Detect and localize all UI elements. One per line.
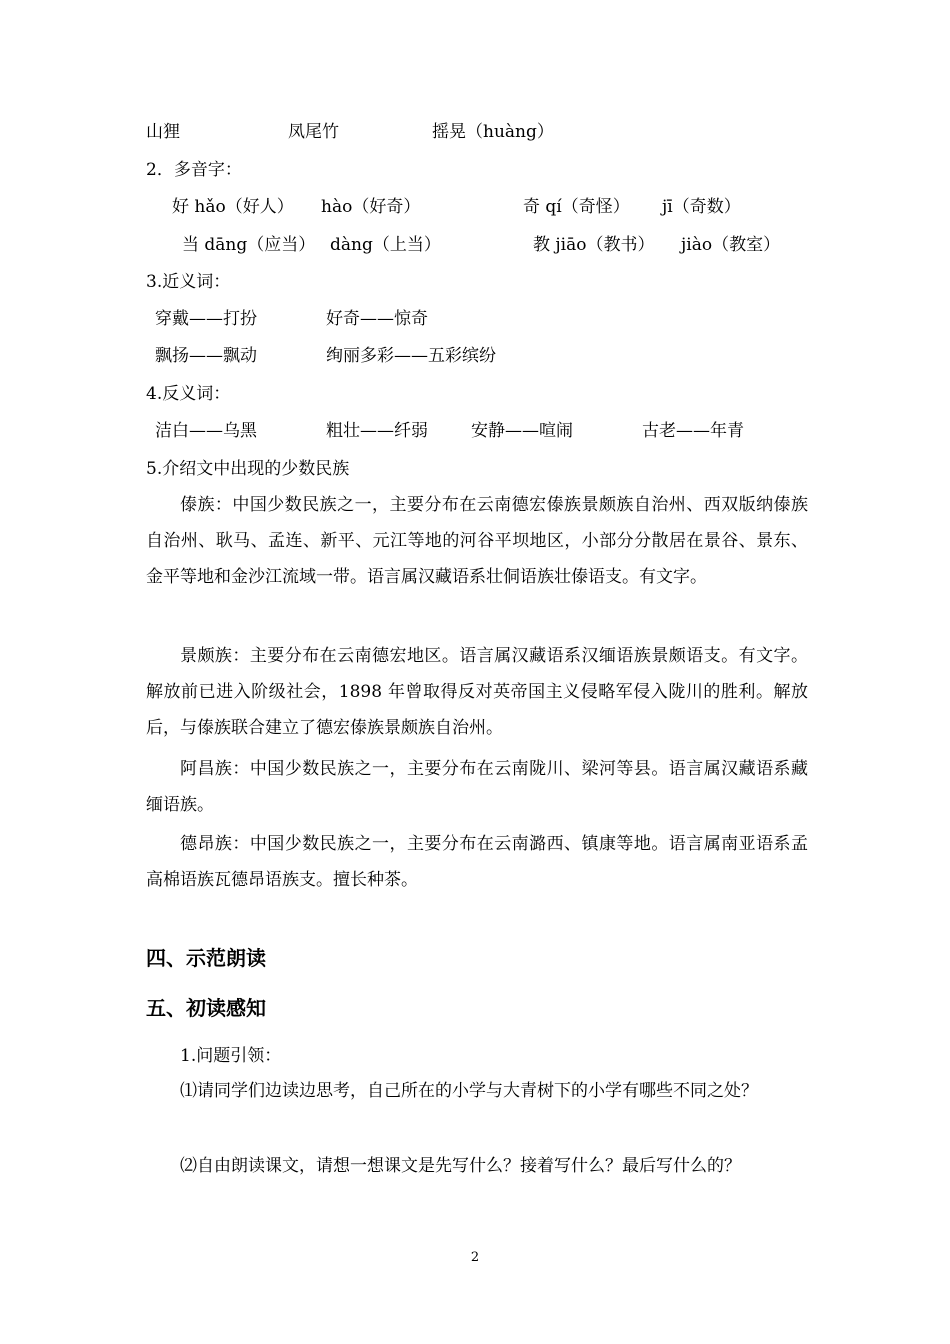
polyphone-item: hào（好奇） <box>321 197 421 217</box>
antonym-pair: 古老——年青 <box>642 421 744 441</box>
antonym-pair: 粗壮——纤弱 <box>326 421 428 441</box>
polyphone-item: 当 dāng（应当） <box>182 235 316 255</box>
polyphone-item: jiào（教室） <box>681 235 781 255</box>
questions-lead: 1.问题引领： <box>180 1046 282 1066</box>
paragraph-achang: 阿昌族：中国少数民族之一，主要分布在云南陇川、梁河等县。语言属汉藏语系藏缅语族。 <box>146 759 808 815</box>
polyphone-item: 教 jiāo（教书） <box>533 235 655 255</box>
question-item: ⑴请同学们边读边思考，自己所在的小学与大青树下的小学有哪些不同之处？ <box>180 1081 758 1101</box>
antonym-pair: 安静——喧闹 <box>471 421 573 441</box>
polyphone-heading: 2．多音字： <box>146 160 242 180</box>
synonym-pair: 好奇——惊奇 <box>326 309 428 329</box>
polyphone-item: 好 hǎo（好人） <box>172 197 294 217</box>
vocab-word: 山狸 <box>146 122 180 142</box>
polyphone-item: jī（奇数） <box>662 197 741 217</box>
synonyms-heading: 3.近义词： <box>146 272 231 292</box>
vocab-word: 凤尾竹 <box>288 122 339 142</box>
paragraph-jingpo: 景颇族：主要分布在云南德宏地区。语言属汉藏语系汉缅语族景颇语支。有文字。解放前已进入阶级社会，1898 年曾取得反对英帝国主义侵略军侵入陇川的胜利。解放后，与傣族联合建立了德宏傣族景颇族自治州。 <box>146 646 808 738</box>
section-heading: 四、示范朗读 <box>146 946 266 970</box>
polyphone-item: 奇 qí（奇怪） <box>523 197 630 217</box>
paragraph-deang: 德昂族：中国少数民族之一，主要分布在云南潞西、镇康等地。语言属南亚语系孟高棉语族瓦德昂语族支。擅长种茶。 <box>146 834 808 890</box>
synonym-pair: 绚丽多彩——五彩缤纷 <box>326 346 496 366</box>
synonym-pair: 飘扬——飘动 <box>155 346 257 366</box>
paragraph-dai: 傣族：中国少数民族之一，主要分布在云南德宏傣族景颇族自治州、西双版纳傣族自治州、耿马、孟连、新平、元江等地的河谷平坝地区，小部分分散居在景谷、景东、金平等地和金沙江流域一带。语言属汉藏语系壮侗语族壮傣语支。有文字。 <box>146 495 808 587</box>
antonym-pair: 洁白——乌黑 <box>155 421 257 441</box>
vocab-word: 摇晃（huàng） <box>432 122 554 142</box>
minorities-heading: 5.介绍文中出现的少数民族 <box>146 459 350 479</box>
polyphone-item: dàng（上当） <box>330 235 441 255</box>
question-item: ⑵自由朗读课文，请想一想课文是先写什么？接着写什么？最后写什么的？ <box>180 1156 741 1176</box>
page-number: 2 <box>470 1250 480 1265</box>
antonyms-heading: 4.反义词： <box>146 384 231 404</box>
synonym-pair: 穿戴——打扮 <box>155 309 257 329</box>
section-heading: 五、初读感知 <box>146 996 266 1020</box>
